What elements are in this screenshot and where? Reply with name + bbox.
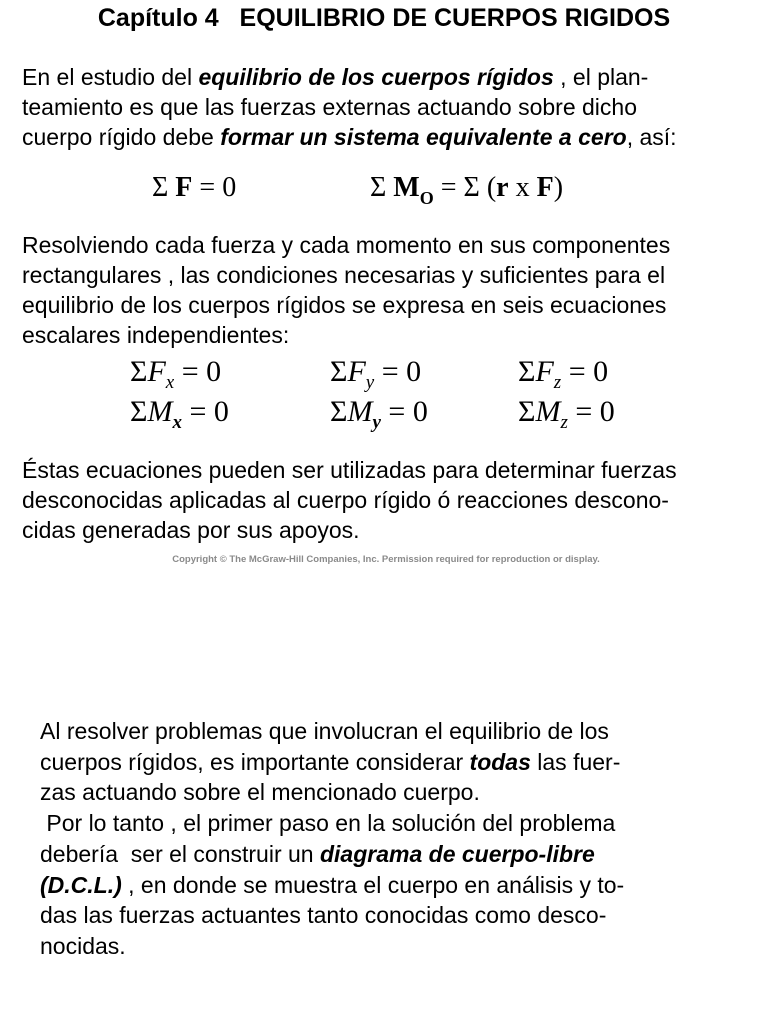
intro-text: , el plan-: [553, 64, 649, 90]
x-subscript: x: [172, 412, 182, 433]
vector-equations: [0, 172, 768, 212]
moment-sum-equation: [370, 172, 563, 209]
dcl-emphasis-all: todas: [469, 748, 531, 775]
intro-line-3: [22, 122, 762, 152]
sigma-symbol: Σ: [130, 355, 148, 388]
equals-zero: = 0: [181, 395, 229, 428]
cross-product-symbol: x: [508, 172, 537, 203]
moment-symbol: M: [393, 172, 420, 203]
usage-paragraph: [22, 455, 762, 545]
dcl-text: debería ser el construir un: [40, 840, 320, 867]
dcl-emphasis-free-body-diagram: diagrama de cuerpo-libre: [319, 840, 595, 867]
dcl-emphasis-abbrev: (D.C.L.): [40, 871, 122, 898]
intro-emphasis-equilibrium: equilibrio de los cuerpos rígidos: [198, 64, 554, 90]
dcl-line-8: nocidas.: [40, 932, 126, 959]
equals-sum: = Σ (: [433, 172, 497, 203]
intro-text: , así:: [626, 124, 677, 150]
usage-line-2: desconocidas aplicadas al cuerpo rígido ó reacciones descono-: [22, 487, 669, 513]
force-symbol: F: [347, 355, 366, 388]
intro-line-1: [22, 62, 762, 92]
resolve-line-2: rectangulares , las condiciones necesarias y suficientes para el: [22, 262, 666, 288]
intro-line-2: teamiento es que las fuerzas externas actuando sobre dicho: [22, 94, 637, 120]
scalar-equations: [0, 355, 768, 439]
sigma-symbol: Σ: [330, 355, 348, 388]
usage-line-3: cidas generadas por sus apoyos.: [22, 517, 360, 543]
resolve-line-1: Resolviendo cada fuerza y cada momento en sus componentes: [22, 232, 671, 258]
dcl-text: , en donde se muestra el cuerpo en análisis y to-: [121, 871, 625, 898]
resolve-line-3: equilibrio de los cuerpos rígidos se expresa en seis ecuaciones: [22, 292, 667, 318]
intro-emphasis-zero-system: formar un sistema equivalente a cero: [220, 124, 627, 150]
dcl-line-3: zas actuando sobre el mencionado cuerpo.: [40, 779, 480, 806]
sum-mx-equation: [130, 395, 229, 433]
sigma-symbol: Σ: [518, 395, 536, 428]
y-subscript: y: [372, 412, 381, 433]
moment-symbol: M: [535, 395, 561, 428]
dcl-text: cuerpos rígidos, es importante considerar: [40, 748, 470, 775]
force-symbol: F: [536, 172, 554, 203]
usage-line-1: Éstas ecuaciones pueden ser utilizadas para determinar fuerzas: [22, 457, 677, 483]
intro-paragraph: [22, 62, 762, 152]
dcl-line-2: [40, 747, 760, 778]
equals-zero: = 0: [380, 395, 428, 428]
sigma-symbol: Σ: [130, 395, 148, 428]
dcl-line-6: [40, 870, 760, 901]
sum-fy-equation: [330, 355, 422, 393]
equals-zero: = 0: [174, 355, 222, 388]
equals-zero: = 0: [567, 395, 615, 428]
close-paren: ): [553, 172, 564, 203]
sum-my-equation: [330, 395, 428, 433]
sigma-symbol: Σ: [518, 355, 536, 388]
origin-subscript: O: [419, 188, 434, 208]
dcl-paragraph: [40, 716, 760, 962]
chapter-title: Capítulo 4 EQUILIBRIO DE CUERPOS RIGIDOS: [97, 4, 671, 32]
position-vector-symbol: r: [496, 172, 509, 203]
force-symbol: F: [175, 172, 193, 203]
resolve-paragraph: [22, 230, 762, 350]
equals-zero: = 0: [374, 355, 422, 388]
x-subscript: x: [165, 372, 175, 393]
moment-symbol: M: [147, 395, 173, 428]
force-sum-equation: [152, 172, 236, 204]
dcl-line-5: [40, 839, 760, 870]
dcl-text: las fuer-: [530, 748, 621, 775]
dcl-line-1: Al resolver problemas que involucran el equilibrio de los: [40, 718, 609, 744]
force-symbol: F: [535, 355, 554, 388]
equals-zero: = 0: [192, 172, 237, 203]
sigma-symbol: Σ: [330, 395, 348, 428]
intro-text: cuerpo rígido debe: [22, 124, 221, 150]
equals-zero: = 0: [561, 355, 609, 388]
resolve-line-4: escalares independientes:: [22, 322, 290, 348]
dcl-line-4: Por lo tanto , el primer paso en la solución del problema: [40, 810, 616, 837]
sum-fz-equation: [518, 355, 609, 393]
sigma-symbol: Σ: [370, 172, 387, 203]
copyright-notice: Copyright © The McGraw-Hill Companies, Inc. Permission required for reproduction or display.: [172, 554, 600, 565]
force-symbol: F: [147, 355, 166, 388]
intro-text: En el estudio del: [22, 64, 199, 90]
sum-fx-equation: [130, 355, 222, 393]
sum-mz-equation: [518, 395, 615, 433]
z-subscript: z: [560, 412, 568, 433]
sigma-symbol: Σ: [152, 172, 169, 203]
z-subscript: z: [553, 372, 562, 393]
y-subscript: y: [365, 372, 375, 393]
dcl-line-7: das las fuerzas actuantes tanto conocidas como desco-: [40, 902, 607, 929]
moment-symbol: M: [347, 395, 373, 428]
